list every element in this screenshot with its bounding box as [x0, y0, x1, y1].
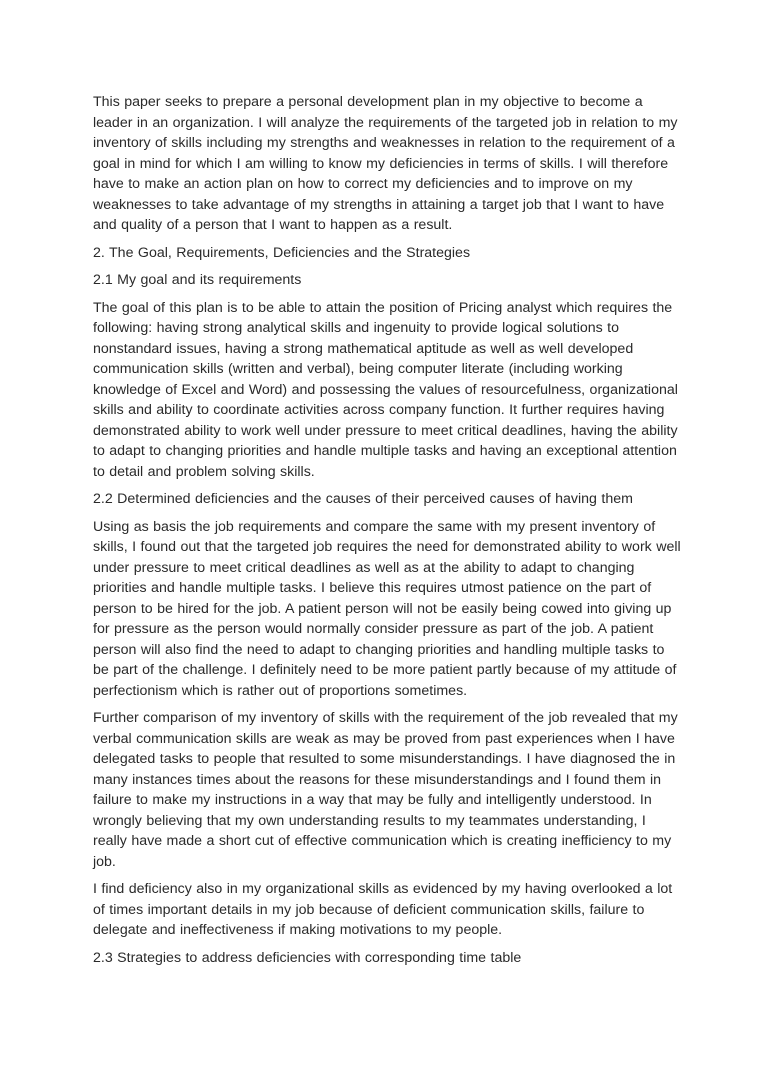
section-2-2-heading: 2.2 Determined deficiencies and the causes of their perceived causes of having them	[93, 491, 633, 507]
section-2-2-paragraph-3: I find deficiency also in my organizational skills as evidenced by my having overlooked a lot of times important details in my job because of deficient communication skills, failure to delegate and ineffectiveness if making motivations to my people.	[93, 881, 673, 938]
document-page	[93, 92, 683, 975]
section-2-3-heading: 2.3 Strategies to address deficiencies with corresponding time table	[93, 949, 522, 966]
section-2-heading: 2. The Goal, Requirements, Deficiencies and the Strategies	[93, 244, 471, 261]
section-2-2-paragraph-2: Further comparison of my inventory of skills with the requirement of the job revealed that my verbal communication skills are weak as may be proved from past experiences when I have delegated tasks to people that resulted to some misunderstandings. I have diagnosed the in many instances times about the reasons for these misunderstandings and I found them in failure to make my instructions in a way that may be fully and intelligently understood. In wrongly believing that my own understanding results to my teammates understanding, I really have made a short cut of effective communication which is creating inefficiency to my job.	[93, 710, 678, 870]
intro-paragraph: This paper seeks to prepare a personal development plan in my objective to become a leader in an organization. I will analyze the requirements of the targeted job in relation to my inventory of skills including my strengths and weaknesses in relation to the requirement of a goal in mind for which I am willing to know my deficiencies in terms of skills. I will therefore have to make an action plan on how to correct my deficiencies and to improve on my weaknesses to take advantage of my strengths in attaining a target job that I want to have and quality of a person that I want to happen as a result.	[93, 94, 678, 233]
section-2-1-heading: 2.1 My goal and its requirements	[93, 272, 302, 288]
section-2-2-paragraph-1: Using as basis the job requirements and compare the same with my present inventory of skills, I found out that the targeted job requires the need for demonstrated ability to work well under pressure to meet critical deadlines as well as at the ability to adapt to changing priorities and handle multiple tasks. I believe this requires utmost patience on the part of person to be hired for the job. A patient person will not be easily being cowed into giving up for pressure as the person would normally consider pressure as part of the job. A patient person will also find the need to adapt to changing priorities and handling multiple tasks to be part of the challenge. I definitely need to be more patient partly because of my attitude of perfectionism which is rather out of proportions sometimes.	[93, 518, 681, 699]
section-2-1-paragraph: The goal of this plan is to be able to attain the position of Pricing analyst which requires the following: having strong analytical skills and ingenuity to provide logical solutions to nonstandard issues, having a strong mathematical aptitude as well as well developed communication skills (written and verbal), being computer literate (including working knowledge of Excel and Word) and possessing the values of resourcefulness, organizational skills and ability to coordinate activities across company function. It further requires having demonstrated ability to work well under pressure to meet critical deadlines, having the ability to adapt to changing priorities and handle multiple tasks and having an exceptional attention to detail and problem solving skills.	[93, 299, 678, 480]
